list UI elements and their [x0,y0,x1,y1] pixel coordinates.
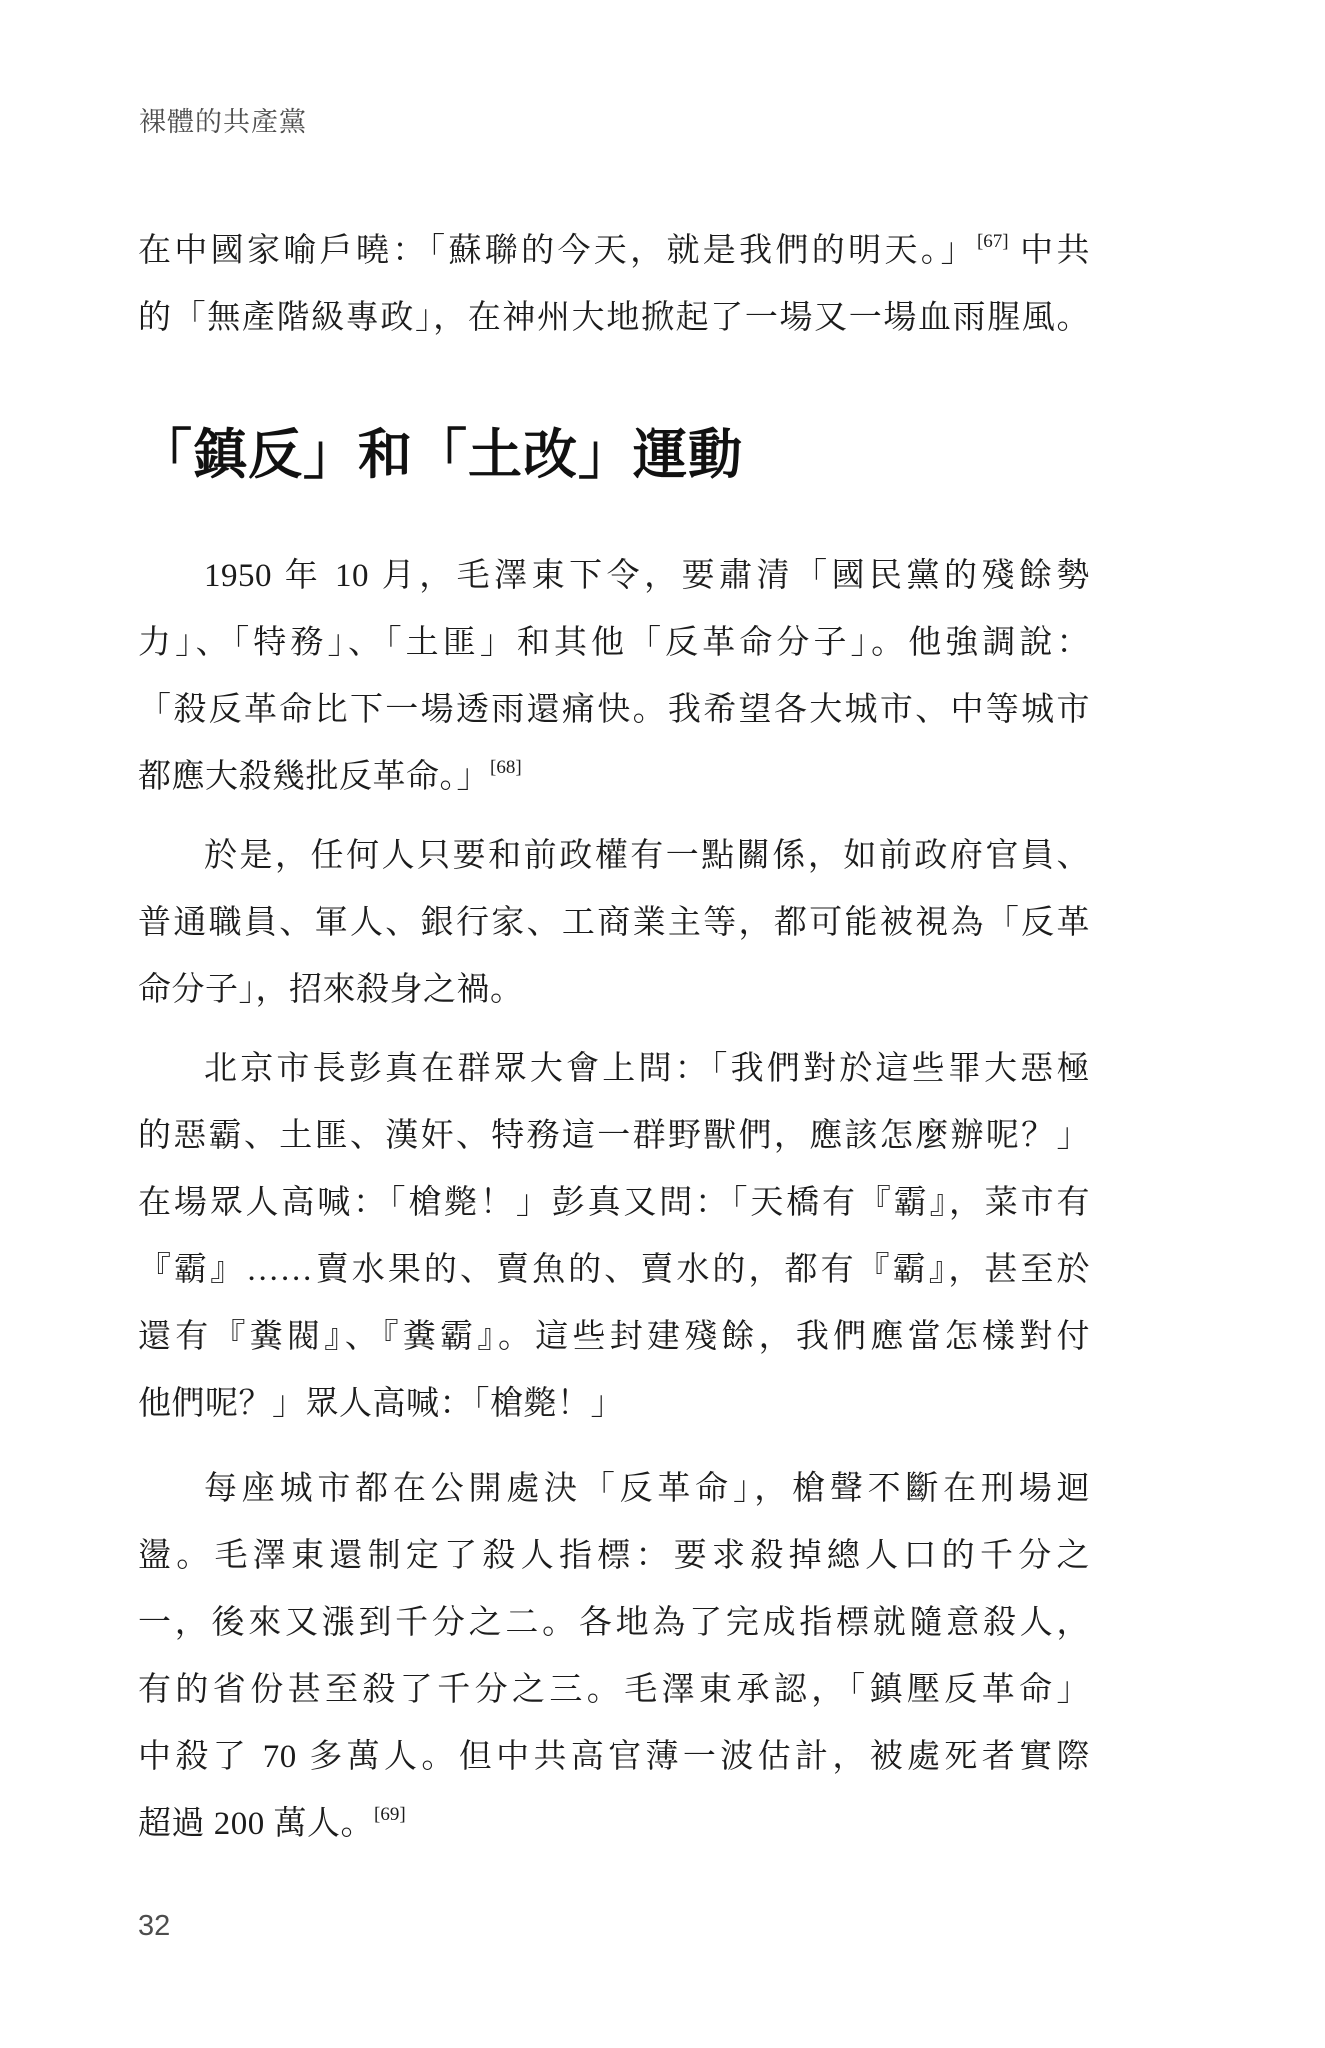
text-segment: 一，後來又漲到千分之二。各地為了完成指標就隨意殺人， [138,1605,1090,1641]
body-line [138,1237,1090,1304]
body-line [138,823,1090,890]
text-segment: 於是，任何人只要和前政權有一點關係，如前政府官員、 [204,838,1090,874]
body-line [138,1456,1090,1523]
footnote-ref[interactable]: [68] [490,757,522,778]
footnote-ref[interactable]: [69] [374,1804,406,1825]
body-line [138,1036,1090,1103]
text-segment: 都應大殺幾批反革命。」 [138,759,490,795]
body-line [138,677,1090,744]
text-segment: 還有『糞閥』、『糞霸』。這些封建殘餘，我們應當怎樣對付 [138,1319,1090,1355]
body-line [138,1170,1090,1237]
text-segment: 1950 年 10 月，毛澤東下令，要肅清「國民黨的殘餘勢 [204,558,1090,594]
body-line [138,1590,1090,1657]
body-line [138,744,1090,811]
text-segment: 普通職員、軍人、銀行家、工商業主等，都可能被視為「反革 [138,905,1090,941]
body-line [138,957,1090,1024]
text-segment: 中共 [1008,233,1091,269]
paragraph [138,1036,1090,1438]
body-line [138,610,1090,677]
text-segment: 中殺了 70 多萬人。但中共高官薄一波估計，被處死者實際 [138,1739,1090,1775]
paragraph [138,1456,1090,1858]
text-segment: 北京市長彭真在群眾大會上問：「我們對於這些罪大惡極 [204,1051,1090,1087]
intro-paragraphs [138,0,1090,352]
text-segment: 他們呢？」眾人高喊：「槍斃！」 [138,1386,624,1422]
body-line [138,1657,1090,1724]
text-segment: 命分子」，招來殺身之禍。 [138,972,524,1008]
body-line [138,218,1090,285]
text-segment: 超過 200 萬人。 [138,1806,374,1842]
body-line [138,285,1090,352]
body-line [138,1724,1090,1791]
paragraph [138,823,1090,1024]
body-line [138,1371,1090,1438]
text-segment: 每座城市都在公開處決「反革命」，槍聲不斷在刑場迴 [204,1471,1090,1507]
text-segment: 在場眾人高喊：「槍斃！」彭真又問：「天橋有『霸』，菜市有 [138,1185,1090,1221]
body-line [138,1304,1090,1371]
text-segment: 『霸』……賣水果的、賣魚的、賣水的，都有『霸』，甚至於 [138,1252,1090,1288]
text-segment: 的「無產階級專政」，在神州大地掀起了一場又一場血雨腥風。 [138,300,1090,336]
paragraph [138,218,1090,352]
page-content [138,0,1090,1943]
text-segment: 盪。毛澤東還制定了殺人指標：要求殺掉總人口的千分之 [138,1538,1090,1574]
page-number: 32 [138,1910,171,1942]
text-segment: 「殺反革命比下一場透雨還痛快。我希望各大城市、中等城市 [138,692,1090,728]
paragraph [138,543,1090,811]
body-line [138,890,1090,957]
text-segment: 有的省份甚至殺了千分之三。毛澤東承認，「鎮壓反革命」 [138,1672,1090,1708]
text-segment: 力」、「特務」、「土匪」和其他「反革命分子」。他強調說： [138,625,1090,661]
text-segment: 的惡霸、土匪、漢奸、特務這一群野獸們，應該怎麼辦呢？」 [138,1118,1090,1154]
body-line [138,1103,1090,1170]
body-line [138,1791,1090,1858]
section-paragraphs [138,543,1090,1858]
body-line [138,1523,1090,1590]
text-segment: 在中國家喻戶曉：「蘇聯的今天，就是我們的明天。」 [138,233,977,269]
footnote-ref[interactable]: [67] [976,231,1009,252]
section-heading: 「鎮反」和「土改」運動 [138,425,743,485]
body-line [138,543,1090,610]
running-header: 裸體的共產黨 [139,107,307,137]
